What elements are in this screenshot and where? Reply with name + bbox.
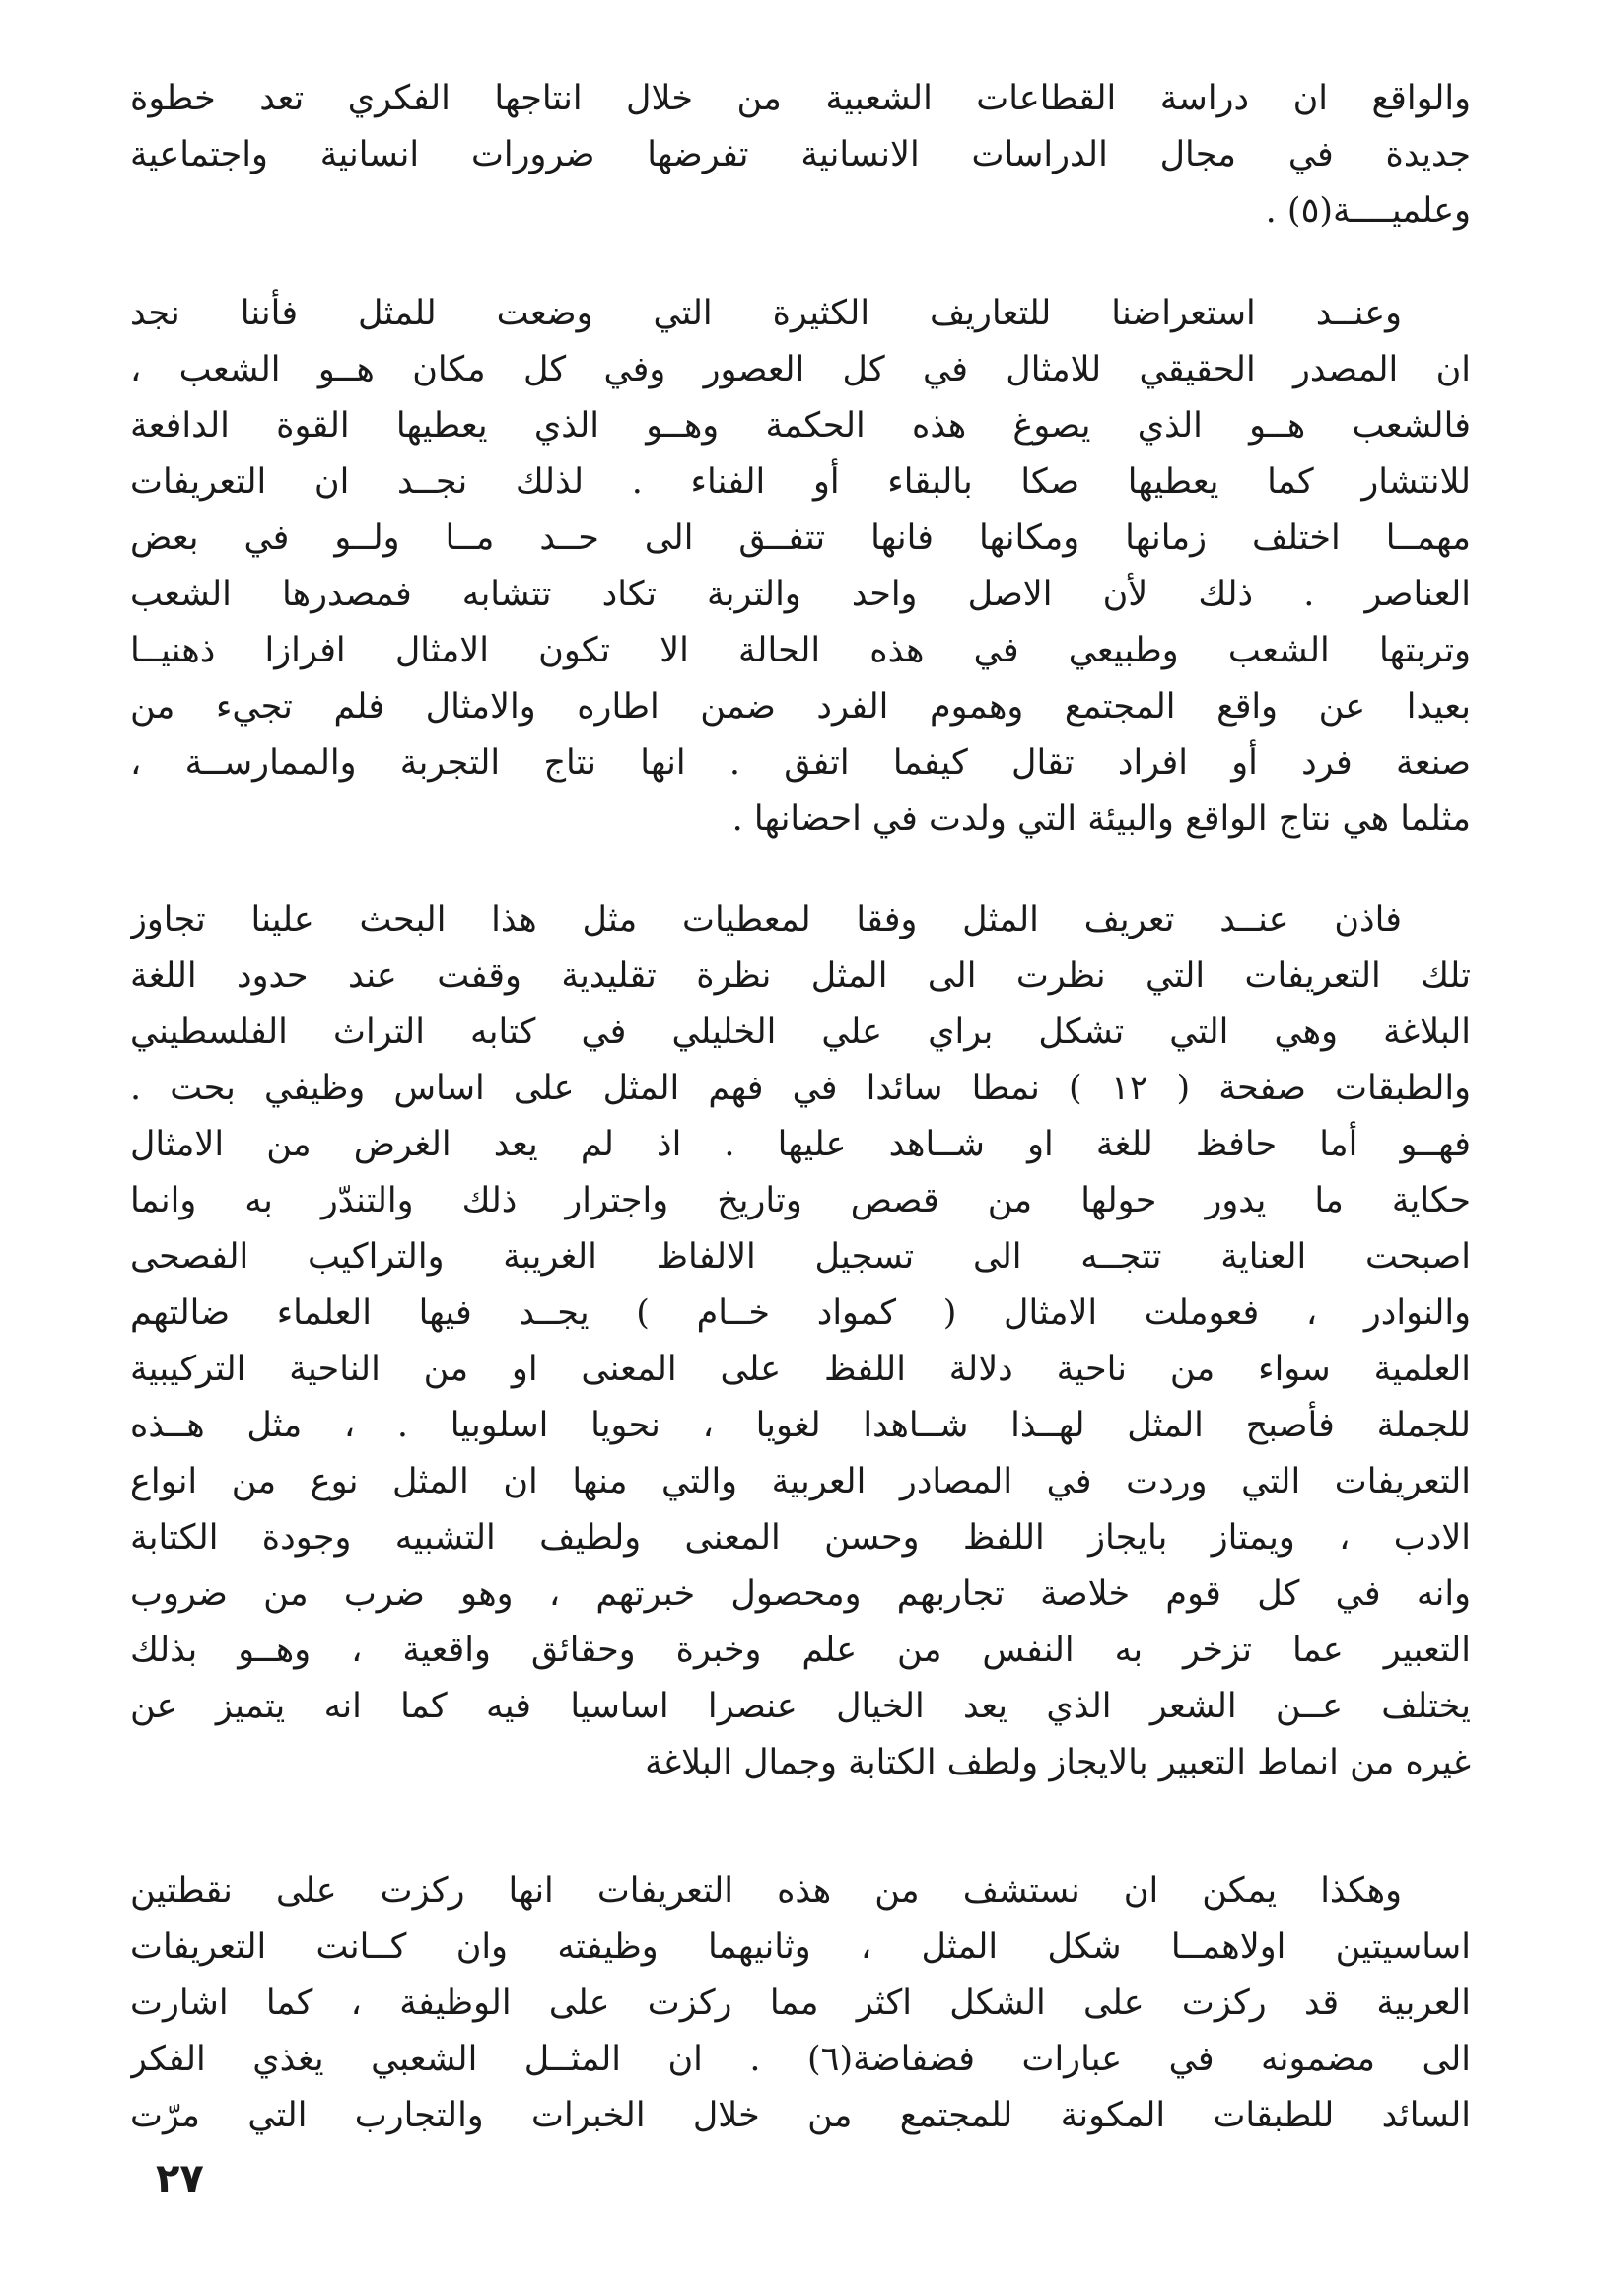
text-line: للجملة فأصبح المثل لهــذا شــاهدا لغويا ، نحويا اسلوبيا . ، مثل هــذه: [130, 1406, 1471, 1445]
text-line: التعبير عما تزخر به النفس من علم وخبرة وحقائق واقعية ، وهــو بذلك: [130, 1631, 1471, 1670]
text-line: جديدة في مجال الدراسات الانسانية تفرضها ضرورات انسانية واجتماعية: [130, 135, 1471, 174]
text-line: يختلف عــن الشعر الذي يعد الخيال عنصرا اساسيا فيه كما انه يتميز عن: [130, 1687, 1471, 1726]
text-line: البلاغة وهي التي تشكل براي علي الخليلي في كتابه التراث الفلسطيني: [130, 1012, 1471, 1052]
paragraph-1: [130, 71, 1471, 240]
text-line: وعنــد استعراضنا للتعاريف الكثيرة التي وضعت للمثل فأننا نجد: [130, 294, 1402, 333]
text-line: الادب ، ويمتاز بايجاز اللفظ وحسن المعنى ولطيف التشبيه وجودة الكتابة: [130, 1518, 1471, 1558]
text-line: مثلما هي نتاج الواقع والبيئة التي ولدت في احضانها .: [731, 800, 1471, 839]
text-line: العربية قد ركزت على الشكل اكثر مما ركزت على الوظيفة ، كما اشارت: [130, 1983, 1471, 2023]
text-line: ان المصدر الحقيقي للامثال في كل العصور وفي كل مكان هــو الشعب ،: [130, 350, 1471, 389]
text-line: والواقع ان دراسة القطاعات الشعبية من خلال انتاجها الفكري تعد خطوة: [130, 79, 1471, 118]
text-line: وتربتها الشعب وطبيعي في هذه الحالة الا تكون الامثال افرازا ذهنيــا: [130, 631, 1471, 670]
text-line: صنعة فرد أو افراد تقال كيفما اتفق . انها نتاج التجربة والممارســة ،: [130, 743, 1471, 783]
text-line: غيره من انماط التعبير بالايجاز ولطف الكتابة وجمال البلاغة: [645, 1743, 1471, 1782]
text-line: العلمية سواء من ناحية دلالة اللفظ على المعنى او من الناحية التركيبية: [130, 1350, 1471, 1389]
text-line: فاذن عنــد تعريف المثل وفقا لمعطيات مثل هذا البحث علينا تجاوز: [130, 900, 1402, 939]
text-line: وعلميــــة(٥) .: [1265, 191, 1471, 231]
text-line: العناصر . ذلك لأن الاصل واحد والتربة تكاد تتشابه فمصدرها الشعب: [130, 575, 1471, 614]
text-line: وانه في كل قوم خلاصة تجاربهم ومحصول خبرتهم ، وهو ضرب من ضروب: [130, 1574, 1471, 1614]
text-line: اساسيتين اولاهمــا شكل المثل ، وثانيهما وظيفته وان كــانت التعريفات: [130, 1927, 1471, 1967]
text-line: السائد للطبقات المكونة للمجتمع من خلال الخبرات والتجارب التي مرّت: [130, 2096, 1471, 2135]
text-line: بعيدا عن واقع المجتمع وهموم الفرد ضمن اطاره والامثال فلم تجيء من: [130, 687, 1471, 727]
paragraph-2: [130, 286, 1471, 848]
text-line: التعريفات التي وردت في المصادر العربية والتي منها ان المثل نوع من انواع: [130, 1462, 1471, 1501]
text-line: اصبحت العناية تتجــه الى تسجيل الالفاظ الغريبة والتراكيب الفصحى: [130, 1237, 1471, 1277]
text-line: فالشعب هــو الذي يصوغ هذه الحكمة وهــو الذي يعطيها القوة الدافعة: [130, 406, 1471, 446]
text-line: حكاية ما يدور حولها من قصص وتاريخ واجترار ذلك والتندّر به وانما: [130, 1181, 1471, 1220]
text-line: الى مضمونه في عبارات فضفاضة(٦) . ان المثــل الشعبي يغذي الفكر: [130, 2040, 1471, 2079]
text-line: مهمــا اختلف زمانها ومكانها فانها تتفــق الى حــد مــا ولــو في بعض: [130, 519, 1471, 558]
text-line: وهكذا يمكن ان نستشف من هذه التعريفات انها ركزت على نقطتين: [130, 1871, 1402, 1911]
text-line: والطبقات صفحة ( ١٢ ) نمطا سائدا في فهم المثل على اساس وظيفي بحت .: [130, 1069, 1471, 1108]
text-line: والنوادر ، فعوملت الامثال ( كمواد خــام ) يجــد فيها العلماء ضالتهم: [130, 1293, 1471, 1333]
paragraph-3: [130, 892, 1471, 1791]
paragraph-4: [130, 1863, 1471, 2144]
text-line: فهــو أما حافظ للغة او شــاهد عليها . اذ لم يعد الغرض من الامثال: [130, 1125, 1471, 1164]
text-line: للانتشار كما يعطيها صكا بالبقاء أو الفناء . لذلك نجــد ان التعريفات: [130, 462, 1471, 502]
text-line: تلك التعريفات التي نظرت الى المثل نظرة تقليدية وقفت عند حدود اللغة: [130, 956, 1471, 996]
page-number: ٢٧: [156, 2156, 204, 2201]
